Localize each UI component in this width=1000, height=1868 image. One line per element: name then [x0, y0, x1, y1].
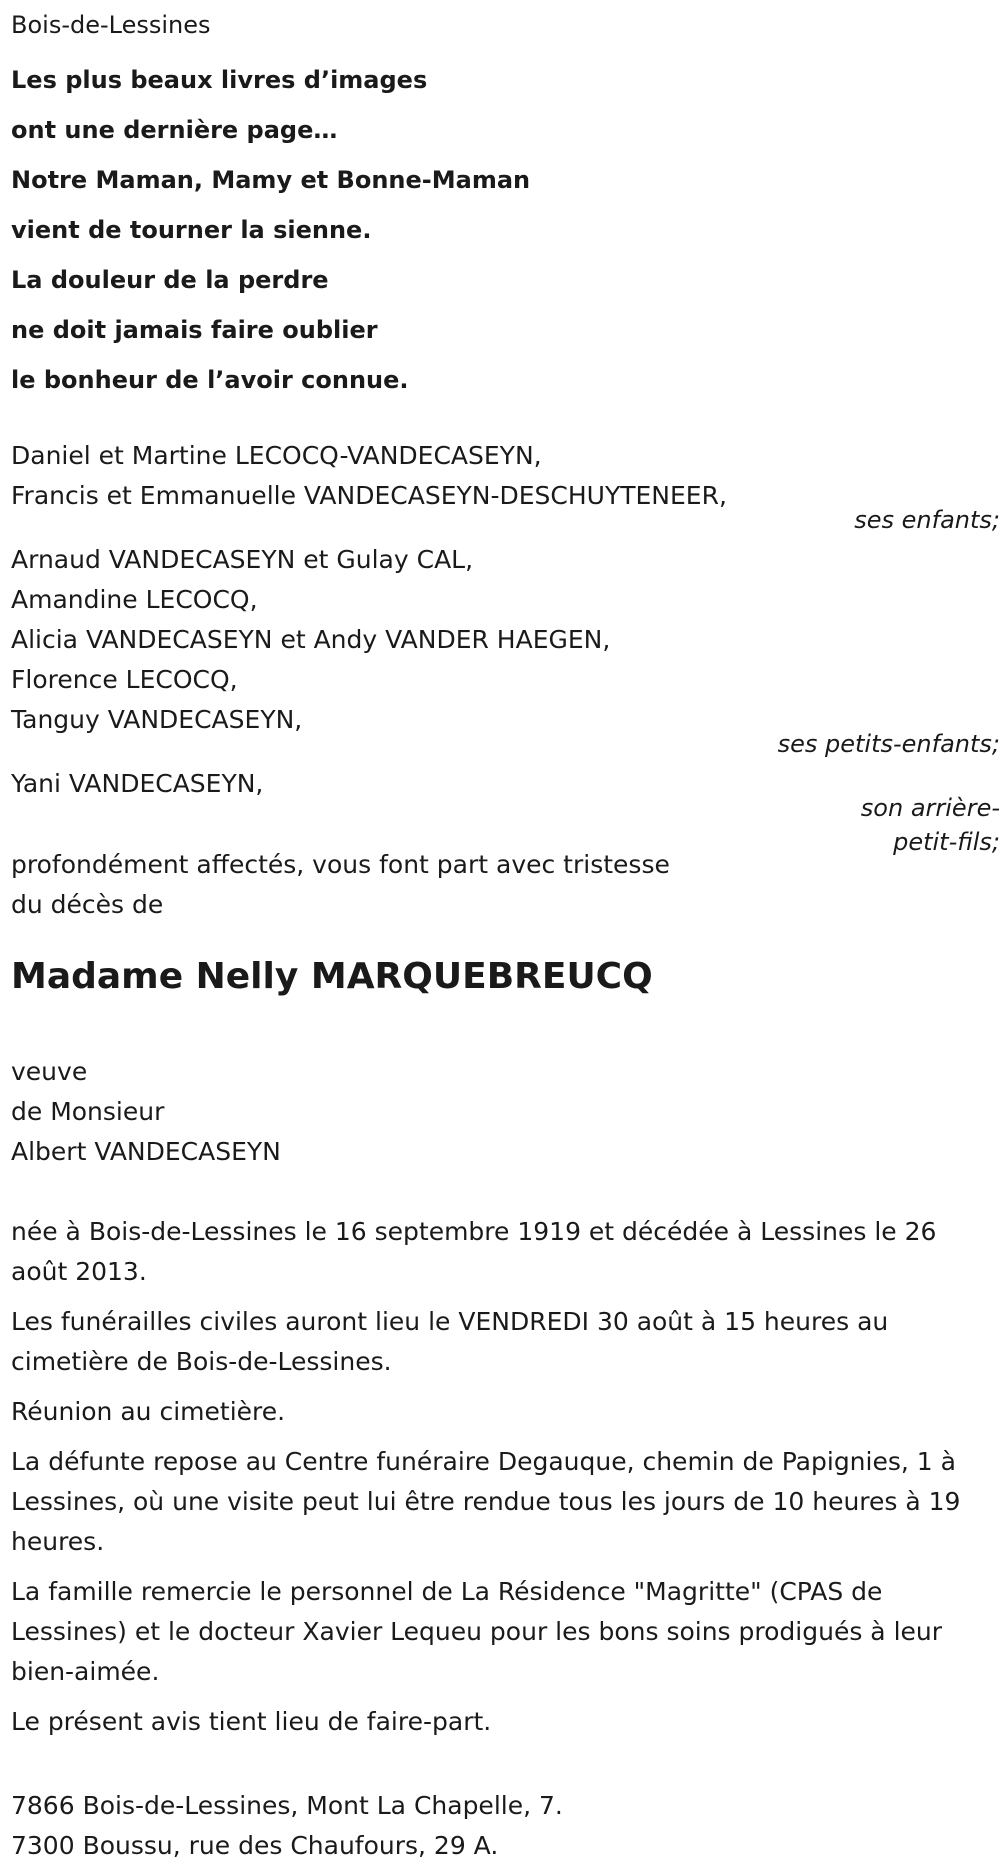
role-line: petit-fils;	[893, 828, 1000, 856]
announcement-line: du décès de	[11, 890, 164, 919]
poem-line: La douleur de la perdre	[11, 266, 329, 294]
role-children: ses enfants;	[854, 506, 1000, 534]
notice-paragraph: Le présent avis tient lieu de faire-part.	[11, 1707, 492, 1736]
notice-paragraph: Les funérailles civiles auront lieu le VENDREDI 30 août à 15 heures au cimetière de Bois-de-Lessines.	[11, 1307, 889, 1376]
widow-line: Albert VANDECASEYN	[11, 1137, 281, 1166]
family-member: Francis et Emmanuelle VANDECASEYN-DESCHUYTENEER,	[11, 481, 727, 510]
poem-line: ne doit jamais faire oublier	[11, 316, 378, 344]
widow-line: de Monsieur	[11, 1097, 165, 1126]
location: Bois-de-Lessines	[11, 11, 211, 39]
notice-paragraph: née à Bois-de-Lessines le 16 septembre 1919 et décédée à Lessines le 26 août 2013.	[11, 1217, 937, 1286]
poem-line: Notre Maman, Mamy et Bonne-Maman	[11, 166, 531, 194]
deceased-name: Madame Nelly MARQUEBREUCQ	[11, 956, 653, 997]
family-member: Yani VANDECASEYN,	[11, 769, 264, 798]
family-member: Florence LECOCQ,	[11, 665, 238, 694]
widow-line: veuve	[11, 1057, 88, 1086]
notice-paragraph: La famille remercie le personnel de La Résidence "Magritte" (CPAS de Lessines) et le docteur Xavier Lequeu pour les bons soins prodigués à leur bien-aimée.	[11, 1577, 943, 1686]
poem-line: le bonheur de l’avoir connue.	[11, 366, 409, 394]
notice-text	[11, 1212, 991, 1752]
grandchildren-block	[11, 540, 1000, 740]
family-member: Daniel et Martine LECOCQ-VANDECASEYN,	[11, 441, 542, 470]
notice-paragraph: La défunte repose au Centre funéraire Degauque, chemin de Papignies, 1 à Lessines, où une visite peut lui être rendue tous les jours de 10 heures à 19 heures.	[11, 1447, 961, 1556]
address-line: 7300 Boussu, rue des Chaufours, 29 A.	[11, 1831, 499, 1860]
poem-line: Les plus beaux livres d’images	[11, 66, 428, 94]
address-line: 7866 Bois-de-Lessines, Mont La Chapelle, 7.	[11, 1791, 563, 1820]
poem-line: ont une dernière page…	[11, 116, 338, 144]
addresses	[11, 1786, 1000, 1866]
announcement	[11, 845, 1000, 925]
notice-paragraph: Réunion au cimetière.	[11, 1397, 286, 1426]
poem	[11, 55, 530, 405]
announcement-line: profondément affectés, vous font part avec tristesse	[11, 850, 670, 879]
family-member: Tanguy VANDECASEYN,	[11, 705, 303, 734]
poem-line: vient de tourner la sienne.	[11, 216, 372, 244]
widow-of	[11, 1052, 1000, 1172]
family-member: Amandine LECOCQ,	[11, 585, 258, 614]
family-member: Arnaud VANDECASEYN et Gulay CAL,	[11, 545, 474, 574]
family-member: Alicia VANDECASEYN et Andy VANDER HAEGEN,	[11, 625, 611, 654]
children-block	[11, 436, 1000, 516]
role-grandchildren: ses petits-enfants;	[777, 730, 1000, 758]
role-line: son arrière-	[860, 794, 1000, 822]
great-grandchildren-block	[11, 764, 1000, 804]
